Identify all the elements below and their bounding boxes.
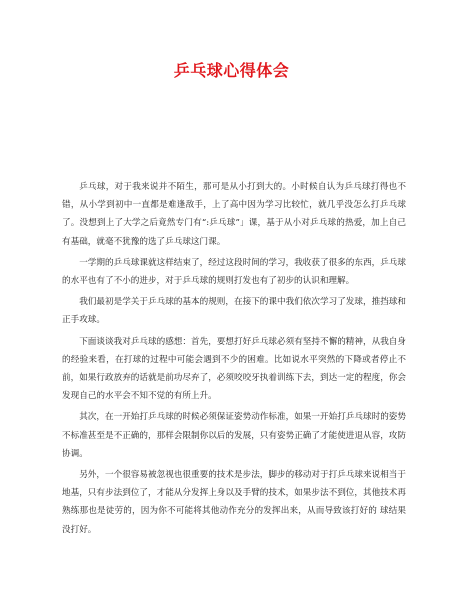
paragraph-6: 另外，一个很容易被忽视也很重要的技术是步法，脚步的移动对于打乒乓球来说相当于地基，只有步法到位了，才能从分发挥上身以及手臂的技术，如果步法不到位，其他技术再熟练那也是徒劳的，因为你不可能将其他动作充分的发挥出来，从而导致该打好的 球结果没打好。 [62, 470, 406, 535]
document-title: 乒乓球心得体会 [173, 61, 290, 80]
document-body [62, 178, 406, 542]
paragraph-5: 其次，在一开始打乒乓球的时候必须保证姿势动作标准，如果一开始打乒乓球时的姿势不标准甚至是不正确的，那样会限制你以后的发展，只有姿势正确了才能使进退从容，攻防协调。 [62, 412, 406, 459]
paragraph-1: 乒乓球，对于我来说并不陌生，那可是从小打到大的。小时候自认为乒乓球打得也不错，从小学到初中一直都是难逢敌手，上了高中因为学习比较忙，就几乎没怎么打乒乓球了。没想到上了大学之后竟然专门有“:乒乓球”」课，基于从小对乒乓球的热爱，加上自己有基础，就毫不犹豫的选了乒乓球这门课。 [62, 182, 406, 247]
paragraph-3: 我们最初是学关于乒乓球的基本的规则，在接下的课中我们依次学习了发球，推挡球和正手攻球。 [62, 297, 406, 326]
paragraph-4: 下面谈谈我对乒乓球的感想：首先，要想打好乒乓球必须有坚持不懈的精神，从我自身的经验来看，在打球的过程中可能会遇到不少的困难。比如说水平突然的下降或者停止不前，如果行政放弃的话就是前功尽弃了，必须咬咬牙执着训练下去，到达一定的程度，你会发现自己的水平会不知不觉的有所上升。 [62, 336, 406, 402]
paragraph-2: 一学期的乒乓球课就这样结束了，经过这段时间的学习，我收获了很多的东西，乒乓球的水平也有了不小的进步，对于乒乓球的规则打发也有了初步的认识和理解。 [62, 257, 406, 287]
